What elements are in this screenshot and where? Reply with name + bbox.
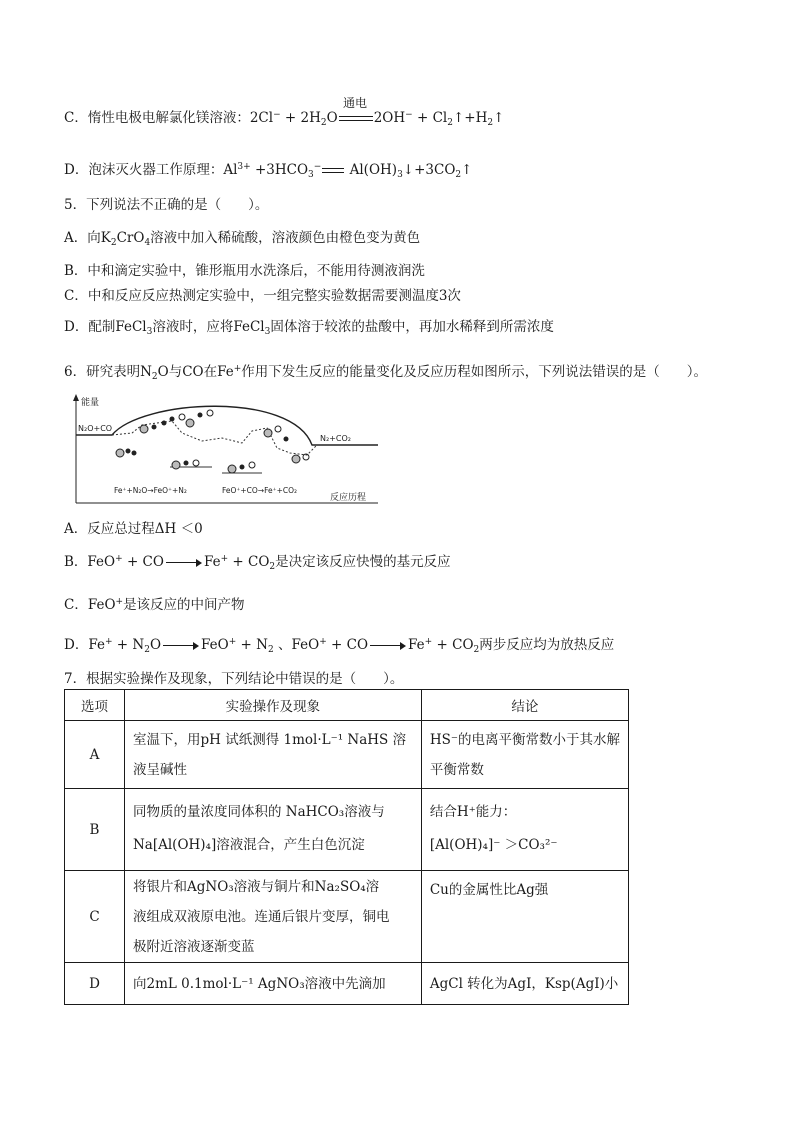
energy-profile-diagram <box>72 393 382 508</box>
row-option: C <box>65 871 125 963</box>
question-6-option-a: A．反应总过程ΔH ＜0 <box>64 521 203 537</box>
row-operation: 将银片和AgNO₃溶液与铜片和Na₂SO₄溶 液组成双液原电池。连通后银片变厚，铜电 极附近溶液逐渐变蓝 <box>124 871 421 963</box>
row-operation: 向2mL 0.1mol·L⁻¹ AgNO₃溶液中先滴加 <box>124 963 421 1005</box>
row-option: A <box>65 721 125 789</box>
question-6-option-b: B．FeO+ + CO $Fe^+ + CO_2$是决定该反应快慢的基元反应 <box>64 554 451 572</box>
diagram-x-label: 反应历程 <box>330 493 367 503</box>
electrolysis-condition: 通电 <box>343 96 368 110</box>
table-row <box>65 871 629 963</box>
diagram-y-label: 能量 <box>81 398 100 408</box>
row-conclusion: HS⁻的电离平衡常数小于其水解 平衡常数 <box>421 721 628 789</box>
question-5-option-c: C．中和反应反应热测定实验中，一组完整实验数据需要测温度3次 <box>64 288 461 304</box>
question-7-table <box>64 689 629 1005</box>
question-6-option-d: D．$Fe^+ + N_2O$ $FeO^+ + N_2$ 、FeO+ + CO $Fe^+ + CO_2$两步反应均为放热反应 <box>64 637 615 655</box>
option-c-electrolysis: C．惰性电极电解氯化镁溶液：$2Cl^- + 2H_2O$ $2OH^- + Cl_2↑+H_2↑$ <box>64 110 505 128</box>
row-conclusion: Cu的金属性比Ag强 <box>421 871 628 963</box>
header-operation: 实验操作及现象 <box>124 690 421 721</box>
question-6: 6．研究表明$N_2O$与CO在Fe+作用下发生反应的能量变化及反应历程如图所示，下列说法错误的是（ ）。 <box>64 364 708 382</box>
question-6-option-c: C．FeO+是该反应的中间产物 <box>64 597 245 613</box>
header-option: 选项 <box>65 690 125 721</box>
table-row <box>65 721 629 789</box>
row-operation: 同物质的量浓度同体积的 NaHCO₃溶液与 Na[Al(OH)₄]溶液混合，产生白色沉淀 <box>124 789 421 871</box>
diagram-step-2: FeO⁺+CO→Fe⁺+CO₂ <box>222 486 297 495</box>
question-7: 7．根据实验操作及现象，下列结论中错误的是（ ）。 <box>64 671 404 687</box>
question-5-option-d: D．配制FeCl$_3$溶液时，应将FeCl$_3$固体溶于较浓的盐酸中，再加水稀释到所需浓度 <box>64 319 554 337</box>
diagram-reactants: N₂O+CO <box>78 424 113 433</box>
row-operation: 室温下，用pH 试纸测得 1mol·L⁻¹ NaHS 溶 液呈碱性 <box>124 721 421 789</box>
row-option: B <box>65 789 125 871</box>
diagram-products: N₂+CO₂ <box>320 434 351 443</box>
question-5-option-b: B．中和滴定实验中，锥形瓶用水洗涤后，不能用待测液润洗 <box>64 263 425 279</box>
row-conclusion: 结合H⁺能力： [Al(OH)₄]⁻ ＞CO₃²⁻ <box>421 789 628 871</box>
option-d-foam-extinguisher: D．泡沫灭火器工作原理：$Al^{3+} +3HCO_3^-$ $Al(OH)_3↓+3CO_2↑$ <box>64 162 473 180</box>
row-conclusion: AgCl 转化为AgI，Ksp(AgI)小 <box>421 963 628 1005</box>
header-conclusion: 结论 <box>421 690 628 721</box>
diagram-step-1: Fe⁺+N₂O→FeO⁺+N₂ <box>114 486 187 495</box>
question-5-option-a: A．向$K_2CrO_4$溶液中加入稀硫酸，溶液颜色由橙色变为黄色 <box>64 230 421 248</box>
table-row <box>65 963 629 1005</box>
row-option: D <box>65 963 125 1005</box>
table-header-row <box>65 690 629 721</box>
question-5: 5．下列说法不正确的是（ ）。 <box>64 197 269 213</box>
table-row <box>65 789 629 871</box>
